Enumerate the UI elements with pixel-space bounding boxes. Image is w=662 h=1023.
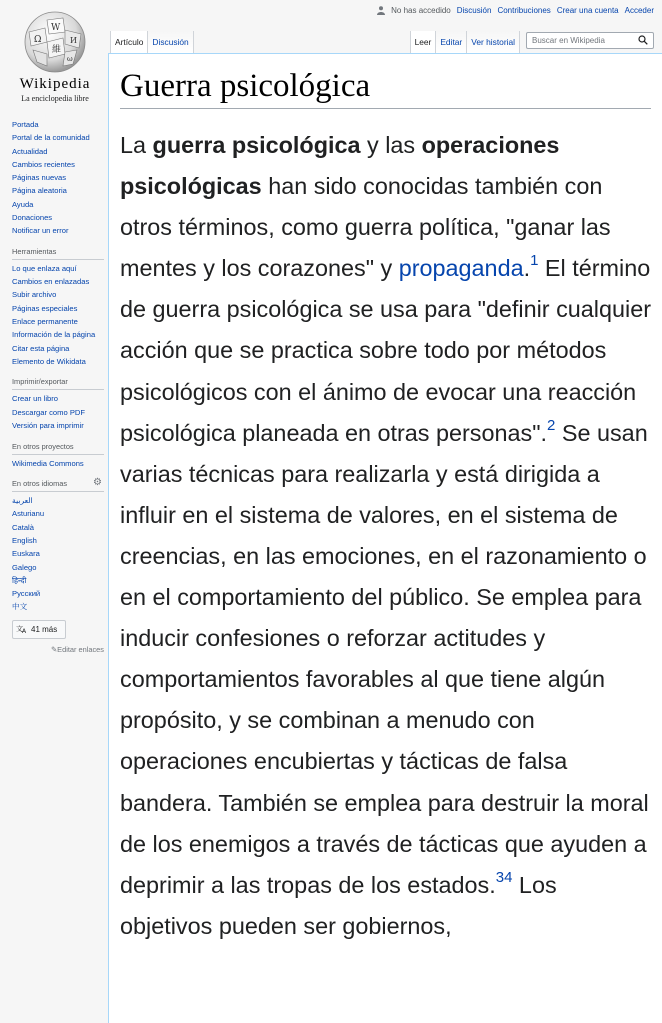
reference-1[interactable]: 1 [530, 252, 539, 270]
text-segment: El término de guerra psicológica se usa para "definir cualquier acción que se practica sobre todo por métodos psicológicos con el ánimo de evocar una reacción psicológica planeada en otras personas". [120, 255, 652, 446]
svg-text:文: 文 [16, 624, 23, 633]
user-discussion-link[interactable]: Discusión [456, 6, 492, 15]
namespace-tabs [110, 31, 194, 53]
article-paragraph [120, 125, 651, 947]
content-area [108, 53, 662, 1023]
reference-3[interactable]: 3 [495, 868, 505, 886]
bold-term-guerra: guerra psicológica [152, 132, 361, 158]
page-title: Guerra psicológica [120, 66, 651, 109]
tools-heading: Herramientas [12, 247, 104, 260]
svg-text:A: A [22, 627, 27, 633]
text-segment: Se usan varias técnicas para realizarla y está dirigida a influir en el sistema de valores, en el sistema de creencias, en las emociones, en el razonamiento o en el comportamiento del público. Se emplea para inducir confesiones o reforzar actitudes y comportamientos favorables al que tiene algún propósito, y se combinan a menudo con operaciones encubiertas y tácticas de falsa bandera. También se emplea para destruir la moral de los enemigos a través de tácticas que ayuden a deprimir a las tropas de los estados. [120, 419, 649, 898]
user-icon [377, 6, 385, 15]
wikipedia-wordmark: Wikipedia [19, 76, 91, 92]
sidebar-item-report-error[interactable]: Notificar un error [12, 226, 69, 236]
svg-text:И: И [70, 36, 77, 45]
projects-portlet [12, 442, 104, 470]
tab-edit[interactable]: Editar [435, 31, 466, 53]
language-item-euskara[interactable]: Euskara [12, 549, 40, 559]
search-icon[interactable] [638, 32, 648, 50]
sidebar-item-new-pages[interactable]: Páginas nuevas [12, 173, 67, 183]
sidebar-item-recent-changes[interactable]: Cambios recientes [12, 159, 75, 169]
sidebar-item-donations[interactable]: Donaciones [12, 213, 53, 223]
edit-links[interactable] [12, 645, 104, 654]
sidebar-item-current-events[interactable]: Actualidad [12, 146, 48, 156]
projects-heading: En otros proyectos [12, 442, 104, 455]
language-item-chinese[interactable]: 中文 [12, 602, 28, 612]
languages-heading [12, 479, 104, 492]
navigation-portlet [12, 120, 104, 237]
view-tabs [410, 31, 654, 53]
svg-text:W: W [51, 23, 61, 33]
language-item-catala[interactable]: Català [12, 522, 34, 532]
languages-portlet [12, 479, 104, 654]
svg-text:維: 維 [52, 45, 62, 55]
language-item-hindi[interactable]: हिन्दी [12, 575, 27, 585]
language-item-arabic[interactable]: العربية [12, 496, 33, 506]
sidebar-item-download-pdf[interactable]: Descargar como PDF [12, 407, 86, 417]
propaganda-link[interactable]: propaganda [398, 255, 524, 282]
text-segment: Los objetivos pueden ser gobiernos, [120, 871, 557, 939]
sidebar-item-cite-page[interactable]: Citar esta página [12, 343, 70, 353]
tab-article[interactable]: Artículo [110, 31, 147, 53]
create-account-link[interactable]: Crear una cuenta [556, 6, 619, 15]
sidebar-item-wikidata-item[interactable]: Elemento de Wikidata [12, 356, 86, 366]
pencil-icon: ✎ [50, 644, 58, 654]
languages-heading-label: En otros idiomas [12, 479, 68, 489]
reference-4[interactable]: 4 [504, 868, 513, 886]
language-item-asturianu[interactable]: Asturianu [12, 509, 45, 519]
contributions-link[interactable]: Contribuciones [497, 6, 551, 15]
wikipedia-tagline: La enciclopedia libre [21, 94, 89, 103]
tab-history[interactable]: Ver historial [466, 31, 520, 53]
more-languages-button[interactable] [12, 620, 66, 639]
sidebar-item-create-book[interactable]: Crear un libro [12, 394, 59, 404]
tab-discussion[interactable]: Discusión [147, 31, 193, 53]
tools-portlet [12, 247, 104, 368]
edit-links-label: Editar enlaces [57, 644, 104, 654]
search-box [526, 32, 654, 49]
text-segment: han sido conocidas también con otros términos, como guerra política, "ganar las mentes y los corazones" y [120, 173, 611, 282]
wikipedia-globe-icon [19, 8, 91, 74]
svg-text:Ω: Ω [34, 35, 42, 45]
tab-read[interactable]: Leer [410, 31, 436, 53]
sidebar-item-random-page[interactable]: Página aleatoria [12, 186, 67, 196]
bold-term-operaciones: operaciones psicológicas [120, 132, 560, 200]
more-languages-label: 41 más [31, 624, 58, 634]
language-item-russian[interactable]: Русский [12, 589, 41, 599]
wikipedia-logo[interactable] [0, 8, 110, 103]
not-logged-in-label: No has accedido [391, 6, 451, 15]
login-link[interactable]: Acceder [624, 6, 654, 15]
gear-icon[interactable]: ⚙ [93, 477, 102, 489]
sidebar-item-community-portal[interactable]: Portal de la comunidad [12, 133, 90, 143]
text-segment: La [120, 132, 153, 158]
sidebar-item-page-information[interactable]: Información de la página [12, 330, 96, 340]
sidebar-item-what-links-here[interactable]: Lo que enlaza aquí [12, 263, 77, 273]
sidebar [12, 120, 104, 664]
language-item-english[interactable]: English [12, 535, 37, 545]
language-item-galego[interactable]: Galego [12, 562, 37, 572]
text-segment: y las [360, 132, 422, 158]
sidebar-item-permanent-link[interactable]: Enlace permanente [12, 317, 78, 327]
print-portlet [12, 377, 104, 431]
translate-icon [16, 624, 27, 635]
sidebar-item-portada[interactable]: Portada [12, 120, 39, 129]
personal-tools [377, 6, 654, 15]
print-heading: Imprimir/exportar [12, 377, 104, 390]
reference-2[interactable]: 2 [547, 416, 556, 434]
sidebar-item-help[interactable]: Ayuda [12, 199, 34, 209]
sidebar-item-special-pages[interactable]: Páginas especiales [12, 303, 78, 313]
search-input[interactable] [532, 36, 632, 45]
svg-text:ω: ω [67, 55, 73, 63]
text-segment: . [523, 255, 531, 282]
sidebar-item-related-changes[interactable]: Cambios en enlazadas [12, 277, 90, 287]
sidebar-item-printable-version[interactable]: Versión para imprimir [12, 421, 84, 431]
sidebar-item-wikimedia-commons[interactable]: Wikimedia Commons [12, 458, 84, 468]
sidebar-item-upload-file[interactable]: Subir archivo [12, 290, 57, 300]
